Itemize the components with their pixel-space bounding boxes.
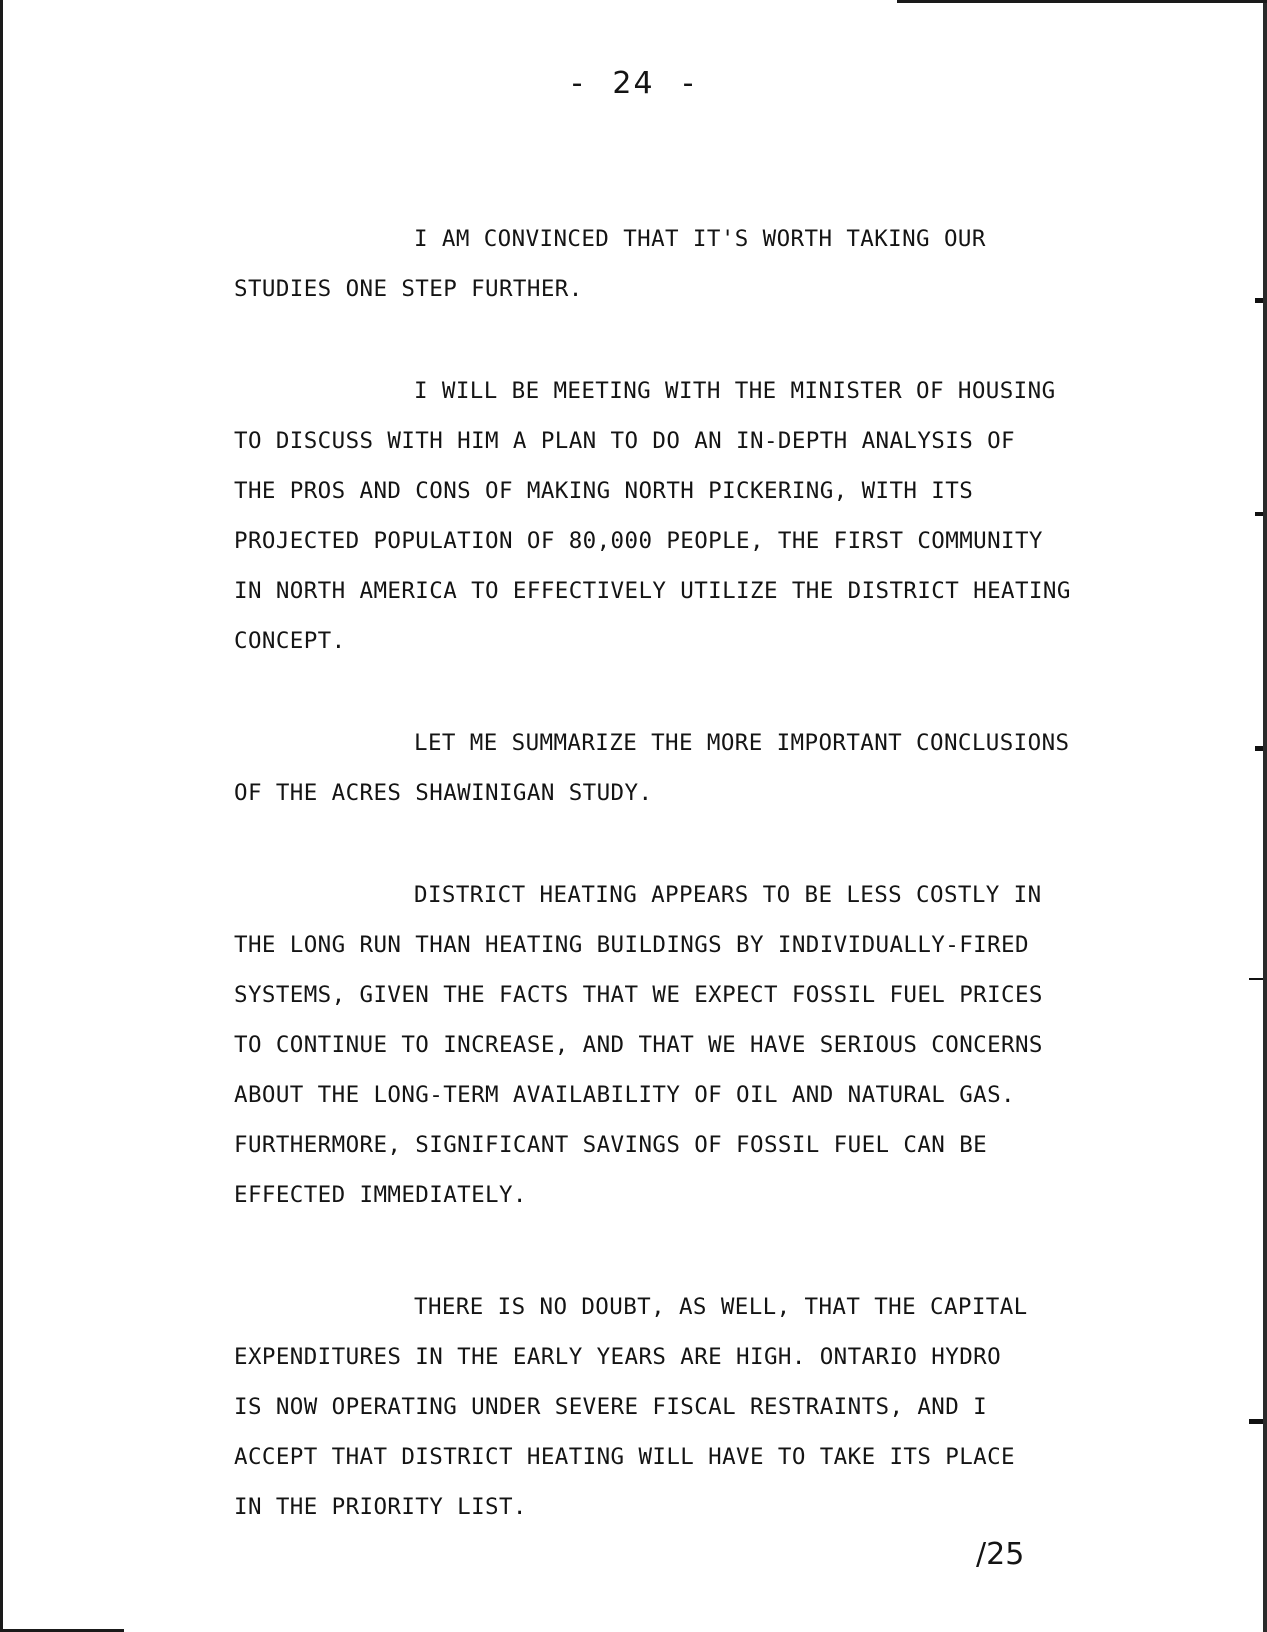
continuation-marker: /25 — [976, 1537, 1025, 1572]
text-line: I AM CONVINCED THAT IT'S WORTH TAKING OUR — [414, 226, 986, 252]
text-line: THE LONG RUN THAN HEATING BUILDINGS BY INDIVIDUALLY-FIRED — [234, 932, 1029, 958]
paragraph — [234, 718, 1134, 818]
scan-mark — [1255, 512, 1263, 516]
text-line: TO CONTINUE TO INCREASE, AND THAT WE HAVE SERIOUS CONCERNS — [234, 1032, 1043, 1058]
text-line: EFFECTED IMMEDIATELY. — [234, 1182, 527, 1208]
scan-mark — [1249, 978, 1263, 980]
text-line: THE PROS AND CONS OF MAKING NORTH PICKERING, WITH ITS — [234, 478, 974, 504]
scan-edge-left — [0, 0, 3, 1632]
text-line: CONCEPT. — [234, 628, 346, 654]
scan-edge-top — [897, 0, 1267, 3]
text-line: STUDIES ONE STEP FURTHER. — [234, 276, 583, 302]
text-line: I WILL BE MEETING WITH THE MINISTER OF HOUSING — [414, 378, 1056, 404]
text-line: SYSTEMS, GIVEN THE FACTS THAT WE EXPECT FOSSIL FUEL PRICES — [234, 982, 1043, 1008]
paragraph — [234, 1282, 1134, 1532]
text-line: PROJECTED POPULATION OF 80,000 PEOPLE, THE FIRST COMMUNITY — [234, 528, 1043, 554]
scan-mark — [1255, 298, 1263, 303]
text-line: IS NOW OPERATING UNDER SEVERE FISCAL RESTRAINTS, AND I — [234, 1394, 988, 1420]
text-line: LET ME SUMMARIZE THE MORE IMPORTANT CONCLUSIONS — [414, 730, 1070, 756]
text-line: DISTRICT HEATING APPEARS TO BE LESS COSTLY IN — [414, 882, 1042, 908]
text-line: TO DISCUSS WITH HIM A PLAN TO DO AN IN-DEPTH ANALYSIS OF — [234, 428, 1015, 454]
page-number: - 24 - — [571, 66, 696, 101]
scan-mark — [1249, 1419, 1263, 1424]
text-line: FURTHERMORE, SIGNIFICANT SAVINGS OF FOSSIL FUEL CAN BE — [234, 1132, 988, 1158]
page-number-value: 24 — [612, 66, 655, 101]
paragraph — [234, 870, 1134, 1220]
paragraph — [234, 366, 1134, 666]
paragraph — [234, 214, 1134, 314]
text-line: EXPENDITURES IN THE EARLY YEARS ARE HIGH. ONTARIO HYDRO — [234, 1344, 1002, 1370]
text-line: OF THE ACRES SHAWINIGAN STUDY. — [234, 780, 653, 806]
text-line: IN NORTH AMERICA TO EFFECTIVELY UTILIZE THE DISTRICT HEATING — [234, 578, 1071, 604]
text-line: IN THE PRIORITY LIST. — [234, 1494, 527, 1520]
scan-edge-right — [1263, 0, 1267, 1632]
text-line: ABOUT THE LONG-TERM AVAILABILITY OF OIL AND NATURAL GAS. — [234, 1082, 1015, 1108]
text-line: THERE IS NO DOUBT, AS WELL, THAT THE CAPITAL — [414, 1294, 1028, 1320]
text-line: ACCEPT THAT DISTRICT HEATING WILL HAVE TO TAKE ITS PLACE — [234, 1444, 1015, 1470]
scan-mark — [1255, 746, 1263, 751]
